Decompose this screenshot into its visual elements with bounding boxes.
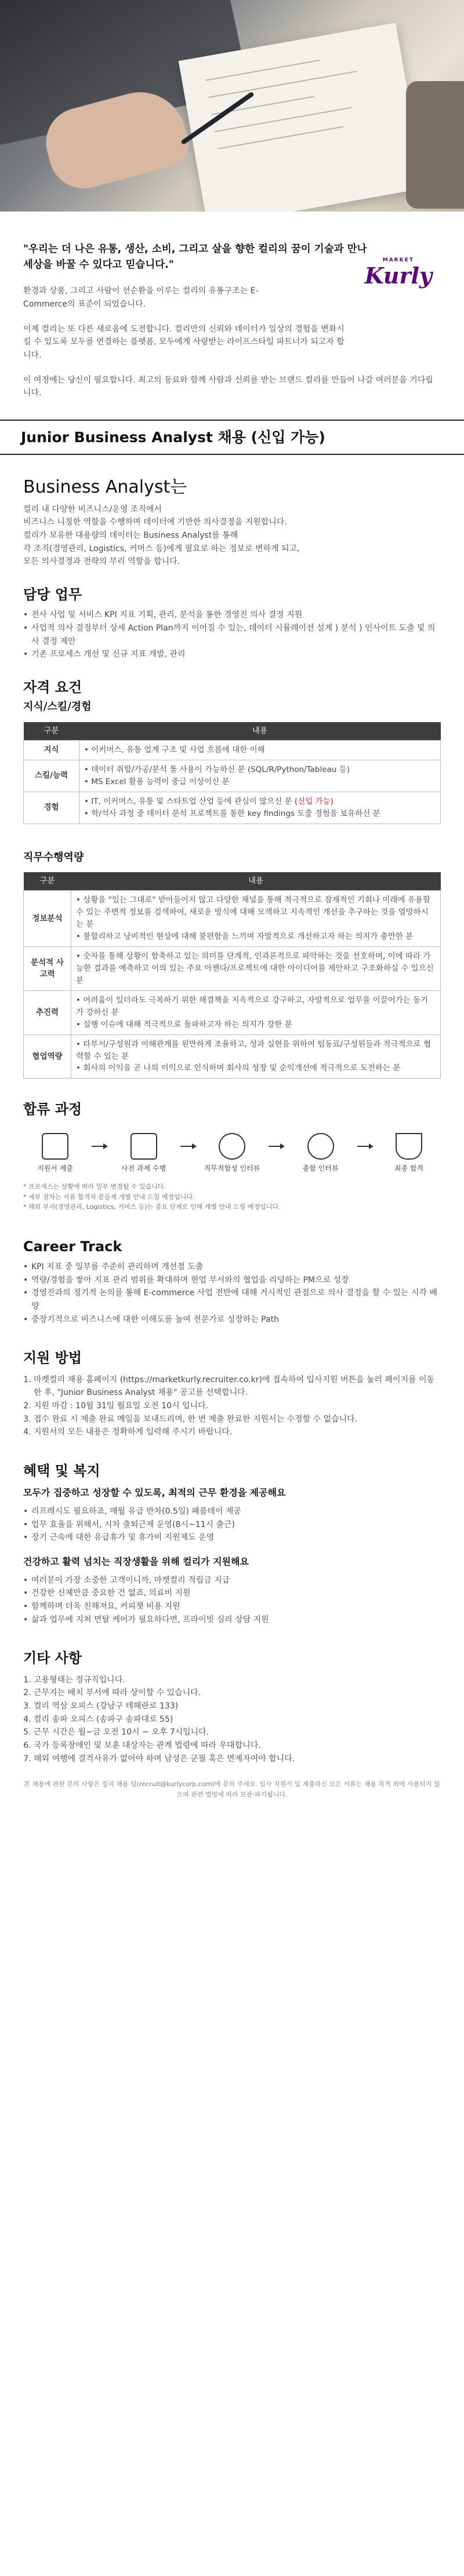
benefit-sub-1: 모두가 집중하고 성장할 수 있도록, 최적의 근무 환경을 제공해요 xyxy=(23,1487,286,1499)
list-item: • 함께하며 더욱 친해져요, 커피챗 비용 지원 xyxy=(23,1600,441,1613)
trophy-icon xyxy=(396,1133,422,1160)
hero-image xyxy=(0,0,464,212)
list-item: • KPI 지표 중 일부를 주준히 관리하며 개선점 도출 xyxy=(23,1260,441,1274)
apply-heading: 지원 방법 xyxy=(23,1350,82,1367)
process-step: 직무적합성 인터뷰 xyxy=(200,1133,264,1174)
process-step: 최종 합격 xyxy=(377,1133,441,1174)
list-item: • 역량/경험을 쌓아 지표 관리 범위를 확대하며 현업 부서와의 협업을 리딩하는 PM으로 성장 xyxy=(23,1274,441,1287)
apply-list xyxy=(23,1373,441,1439)
interview-icon xyxy=(307,1133,334,1160)
list-item: 1. 고용형태는 정규직입니다. xyxy=(34,1674,441,1687)
table-row: 정보분석 • 상황을 "있는 그대로" 받아들이지 않고 다양한 채널을 통해 적극적으로 잠재적인 기회나 미래에 유용할 수 있는 주변적 정보를 검색하여, 새로운 방식에 대해 모색하고 지속적인 개선을 추구하는 것을 열망하시는 분 • 불합리하고 낭비적인 현상에 대해 불편함을 느끼며 자발적으로 개선하고자 하는 의지가 충만한 분 xyxy=(24,891,441,947)
comp-table: 구분 내용 정보분석 • 상황을 "있는 그대로" 받아들이지 않고 다양한 채널을 통해 적극적으로 잠재적인 기회나 미래에 유용할 수 있는 주변적 정보를 검색하여, 새로운 방식에 대해 모색하고 지속적인 개선을 추구하는 것을 열망하시는 분 • 불합리하고 낭비적인 현상에 대해 불편함을 느끼며 자발적으로 개선하고자 하는 의지가 충만한 분 분석적 사고력 • 숫자를 통해 상황이 함축하고 있는 의미를 단계적, 인과론적으로 파악하는 것을 선호하며, 이에 따라 가능한 결과를 예측하고 이의 있는 주요 아젠다/프로젝트에 대한 아이디어를 제안하고 구조화하실 수 있으신 분 추진력 • 어려움이 있더라도 극복하기 위한 해결책을 지속적으로 강구하고, 자발적으로 업무를 이끌어가는 동기가 강하신 분 • 실행 이슈에 대해 적극적으로 돌파하고자 하는 의지가 강한 분 협업역량 • 타부서/구성원과 이해관계를 원만하게 조율하고, 성과 실현을 위하여 팀동료/구성원들과 적극적으로 협력할 수 있는 분 • 회사의 이익을 곧 나의 이익으로 인식하며 회사의 성장 및 순익개선에 적극적으로 도전하는 분 xyxy=(23,872,441,1079)
list-item: • 건강한 신체만큼 중요한 건 없죠, 의료비 지원 xyxy=(23,1587,441,1600)
req-table: 구분 내용 지식 • 이커머스, 유통 업계 구조 및 사업 흐름에 대한 이해 스킬/능력 • 데이터 취합/가공/분석 툴 사용이 가능하신 분 (SQL/R/Python/Tableau 등) • MS Excel 활용 능력이 중급 이상이신 분 경험 • IT, 이커머스, 유통 및 스타트업 산업 등에 관심이 많으신 분 (신입 가능) • 학/석사 과정 중 데이터 분석 프로젝트를 통한 key findings 도출 경험을 보유하신 분 xyxy=(23,722,441,824)
list-item: 7. 해외 여행에 결격사유가 없어야 하며 남성은 군필 혹은 면제자여야 합니다. xyxy=(34,1752,441,1766)
table-row: 분석적 사고력 • 숫자를 통해 상황이 함축하고 있는 의미를 단계적, 인과론적으로 파악하는 것을 선호하며, 이에 따라 가능한 결과를 예측하고 이의 있는 주요 아젠다/프로젝트에 대한 아이디어를 제안하고 구조화하실 수 있으신 분 xyxy=(24,947,441,991)
process-heading: 합류 과정 xyxy=(23,1101,82,1118)
list-item: • 사업적 의사 결정부터 상세 Action Plan까지 이어질 수 있는, 데이터 시뮬레이션 설계 ) 분석 ) 인사이트 도출 및 의사 결정 제안 xyxy=(23,622,441,648)
task-icon xyxy=(130,1133,157,1160)
list-item: • 업무 효율을 위해서, 시차 출퇴근제 운영(8시~11시 출근) xyxy=(23,1518,441,1532)
list-item: 4. 컬리 송파 오피스 (송파구 송파대로 55) xyxy=(34,1713,441,1726)
process-notes: * 프로세스는 상황에 따라 일부 변경될 수 있습니다. * 세부 절차는 서류 합격자 분들께 개별 안내 드릴 예정입니다. * 해외 부서(경영관리, Logistics, 커머스 등)는 중요 단계로 인해 개별 안내 드릴 예정입니다. xyxy=(23,1183,281,1211)
table-row: 추진력 • 어려움이 있더라도 극복하기 위한 해결책을 지속적으로 강구하고, 자발적으로 업무를 이끌어가는 동기가 강하신 분 • 실행 이슈에 대해 적극적으로 돌파하고자 하는 의지가 강한 분 xyxy=(24,990,441,1034)
list-item: 5. 근무 시간은 월~금 오전 10시 ~ 오후 7시입니다. xyxy=(34,1726,441,1739)
benefit-heading: 혜택 및 복지 xyxy=(23,1463,100,1479)
list-item: • 여러분이 가장 소중한 고객이니까, 마켓컬리 적립금 지급 xyxy=(23,1574,441,1587)
career-list xyxy=(23,1260,441,1326)
interview-icon xyxy=(219,1133,245,1160)
etc-heading: 기타 사항 xyxy=(23,1650,82,1667)
table-row: 스킬/능력 • 데이터 취합/가공/분석 툴 사용이 가능하신 분 (SQL/R/Python/Tableau 등) • MS Excel 활용 능력이 중급 이상이신 분 xyxy=(24,760,441,792)
table-row: 지식 • 이커머스, 유통 업계 구조 및 사업 흐름에 대한 이해 xyxy=(24,740,441,760)
kurly-logo: MARKET Kurly xyxy=(364,257,432,289)
req-subheading: 지식/스킬/경험 xyxy=(23,701,92,713)
list-item: • 경영진과의 정기적 논의를 통해 E-commerce 사업 전반에 대해 거시적인 관점으로 의사 결정을 할 수 있는 시각 배양 xyxy=(23,1287,441,1313)
ba-heading: Business Analyst는 xyxy=(23,476,187,497)
job-title: Junior Business Analyst 채용 (신입 가능) xyxy=(0,420,464,455)
footer-note: 본 채용에 관한 문의 사항은 컬리 채용 팀(recruit@kurlycorp.com)에 문의 주세요. 입사 지원서 및 제출하신 모든 서류는 채용 목적 외에 사용되지 않으며 관련 법령에 따라 보관·파기됩니다. xyxy=(24,1780,440,1798)
career-heading: Career Track xyxy=(23,1238,122,1255)
list-item: 6. 국가 등록장애인 및 보훈 대상자는 관계 법령에 따라 우대합니다. xyxy=(34,1739,441,1752)
process-flow xyxy=(23,1133,441,1174)
benefit-list-2 xyxy=(23,1574,441,1627)
list-item: • 전사 사업 및 서비스 KPI 지표 기획, 관리, 분석을 통한 경영진 의사 결정 지원 xyxy=(23,609,441,622)
benefit-list-1 xyxy=(23,1505,441,1544)
list-item: 2. 지원 마감 : 10월 31일 월요일 오전 10시 입니다. xyxy=(34,1400,441,1413)
process-step: 지원서 제출 xyxy=(23,1133,87,1174)
list-item: 4. 지원서의 모든 내용은 정확하게 입력해 주시기 바랍니다. xyxy=(34,1426,441,1439)
arrow-icon xyxy=(269,1146,284,1147)
intro-paragraph-1: 환경과 상품, 그리고 사람이 선순환을 이루는 컬리의 유통구조는 E-Commerce의 표준이 되었습니다. xyxy=(23,286,259,309)
list-item: • 리프레시도 필요하죠, 매월 유급 반차(0.5일) 패플데이 제공 xyxy=(23,1505,441,1518)
table-row: 경험 • IT, 이커머스, 유통 및 스타트업 산업 등에 관심이 많으신 분 (신입 가능) • 학/석사 과정 중 데이터 분석 프로젝트를 통한 key findings 도출 경험을 보유하신 분 xyxy=(24,792,441,824)
list-item: 1. 마켓컬리 채용 홈페이지 (https://marketkurly.recruiter.co.kr)에 접속하여 입사지원 버튼을 눌러 페이지를 이동한 후, "Junior Business Analyst 채용" 공고를 선택합니다. xyxy=(34,1373,441,1400)
intro-paragraph-3: 이 여정에는 당신이 필요합니다. 최고의 동료와 함께 사람과 신뢰를 받는 브랜드 컬리를 만들어 나갈 여러분을 기다립니다. xyxy=(23,375,433,398)
duty-heading: 담당 업무 xyxy=(23,586,82,603)
req-heading: 자격 요건 xyxy=(23,679,82,695)
list-item: • 중장기적으로 비즈니스에 대한 이해도를 높여 전문가로 성장하는 Path xyxy=(23,1313,441,1327)
duty-list xyxy=(23,609,441,661)
list-item: 2. 근무지는 배치 부서에 따라 상이할 수 있습니다. xyxy=(34,1686,441,1700)
process-step: 사전 과제 수행 xyxy=(112,1133,176,1174)
comp-heading: 직무수행역량 xyxy=(23,851,84,863)
process-step: 종합 인터뷰 xyxy=(289,1133,353,1174)
etc-list xyxy=(23,1674,441,1766)
arrow-icon xyxy=(180,1146,195,1147)
list-item: • 삶과 업무에 지쳐 면탈 케어가 필요하다면, 프라이빗 심리 상담 지원 xyxy=(23,1613,441,1627)
benefit-sub-2: 건강하고 활력 넘치는 직장생활을 위해 컬리가 지원해요 xyxy=(23,1556,249,1567)
arrow-icon xyxy=(357,1146,372,1147)
intro-paragraph-2: 이제 컬리는 또 다른 새로움에 도전합니다. 컬리만의 신뢰와 데이터가 일상의 경험을 변화시킬 수 있도록 모두를 연결하는 플랫폼, 모두에게 사랑받는 라이프스타일 파트너가 되고자 합니다. xyxy=(23,324,345,360)
list-item: 3. 컬리 역삼 오피스 (강남구 테헤란로 133) xyxy=(34,1700,441,1713)
arrow-icon xyxy=(92,1146,107,1147)
list-item: • 장기 근속에 대한 유급휴가 및 휴가비 지원제도 운영 xyxy=(23,1531,441,1544)
document-icon xyxy=(42,1133,68,1160)
list-item: • 기존 프로세스 개선 및 신규 지표 개발, 관리 xyxy=(23,648,441,661)
list-item: 3. 접수 완료 시 제출 완료 메일을 보내드리며, 한 번 제출 완료한 지원서는 수정할 수 없습니다. xyxy=(34,1413,441,1426)
table-row: 협업역량 • 타부서/구성원과 이해관계를 원만하게 조율하고, 성과 실현을 위하여 팀동료/구성원들과 적극적으로 협력할 수 있는 분 • 회사의 이익을 곧 나의 이익으로 인식하며 회사의 성장 및 순익개선에 적극적으로 도전하는 분 xyxy=(24,1034,441,1079)
ba-description: 컬리 내 다양한 비즈니스/운영 조직에서 비즈니스 니칭한 역할을 수행하며 데이터에 기반한 의사결정을 지원합니다. 컬리가 보유한 대용량의 데이터는 Business Analyst를 통해 각 조직(경영관리, Logistics, 커머스 등)에게 필요로 하는 정보로 변하게 되고, 모든 의사결정과 전략의 부리 역할을 합니다. xyxy=(23,504,300,567)
intro-quote: "우리는 더 나은 유통, 생산, 소비, 그리고 살을 향한 컬리의 꿈이 기술과 만나 세상을 바꿀 수 있다고 믿습니다." xyxy=(23,243,367,271)
